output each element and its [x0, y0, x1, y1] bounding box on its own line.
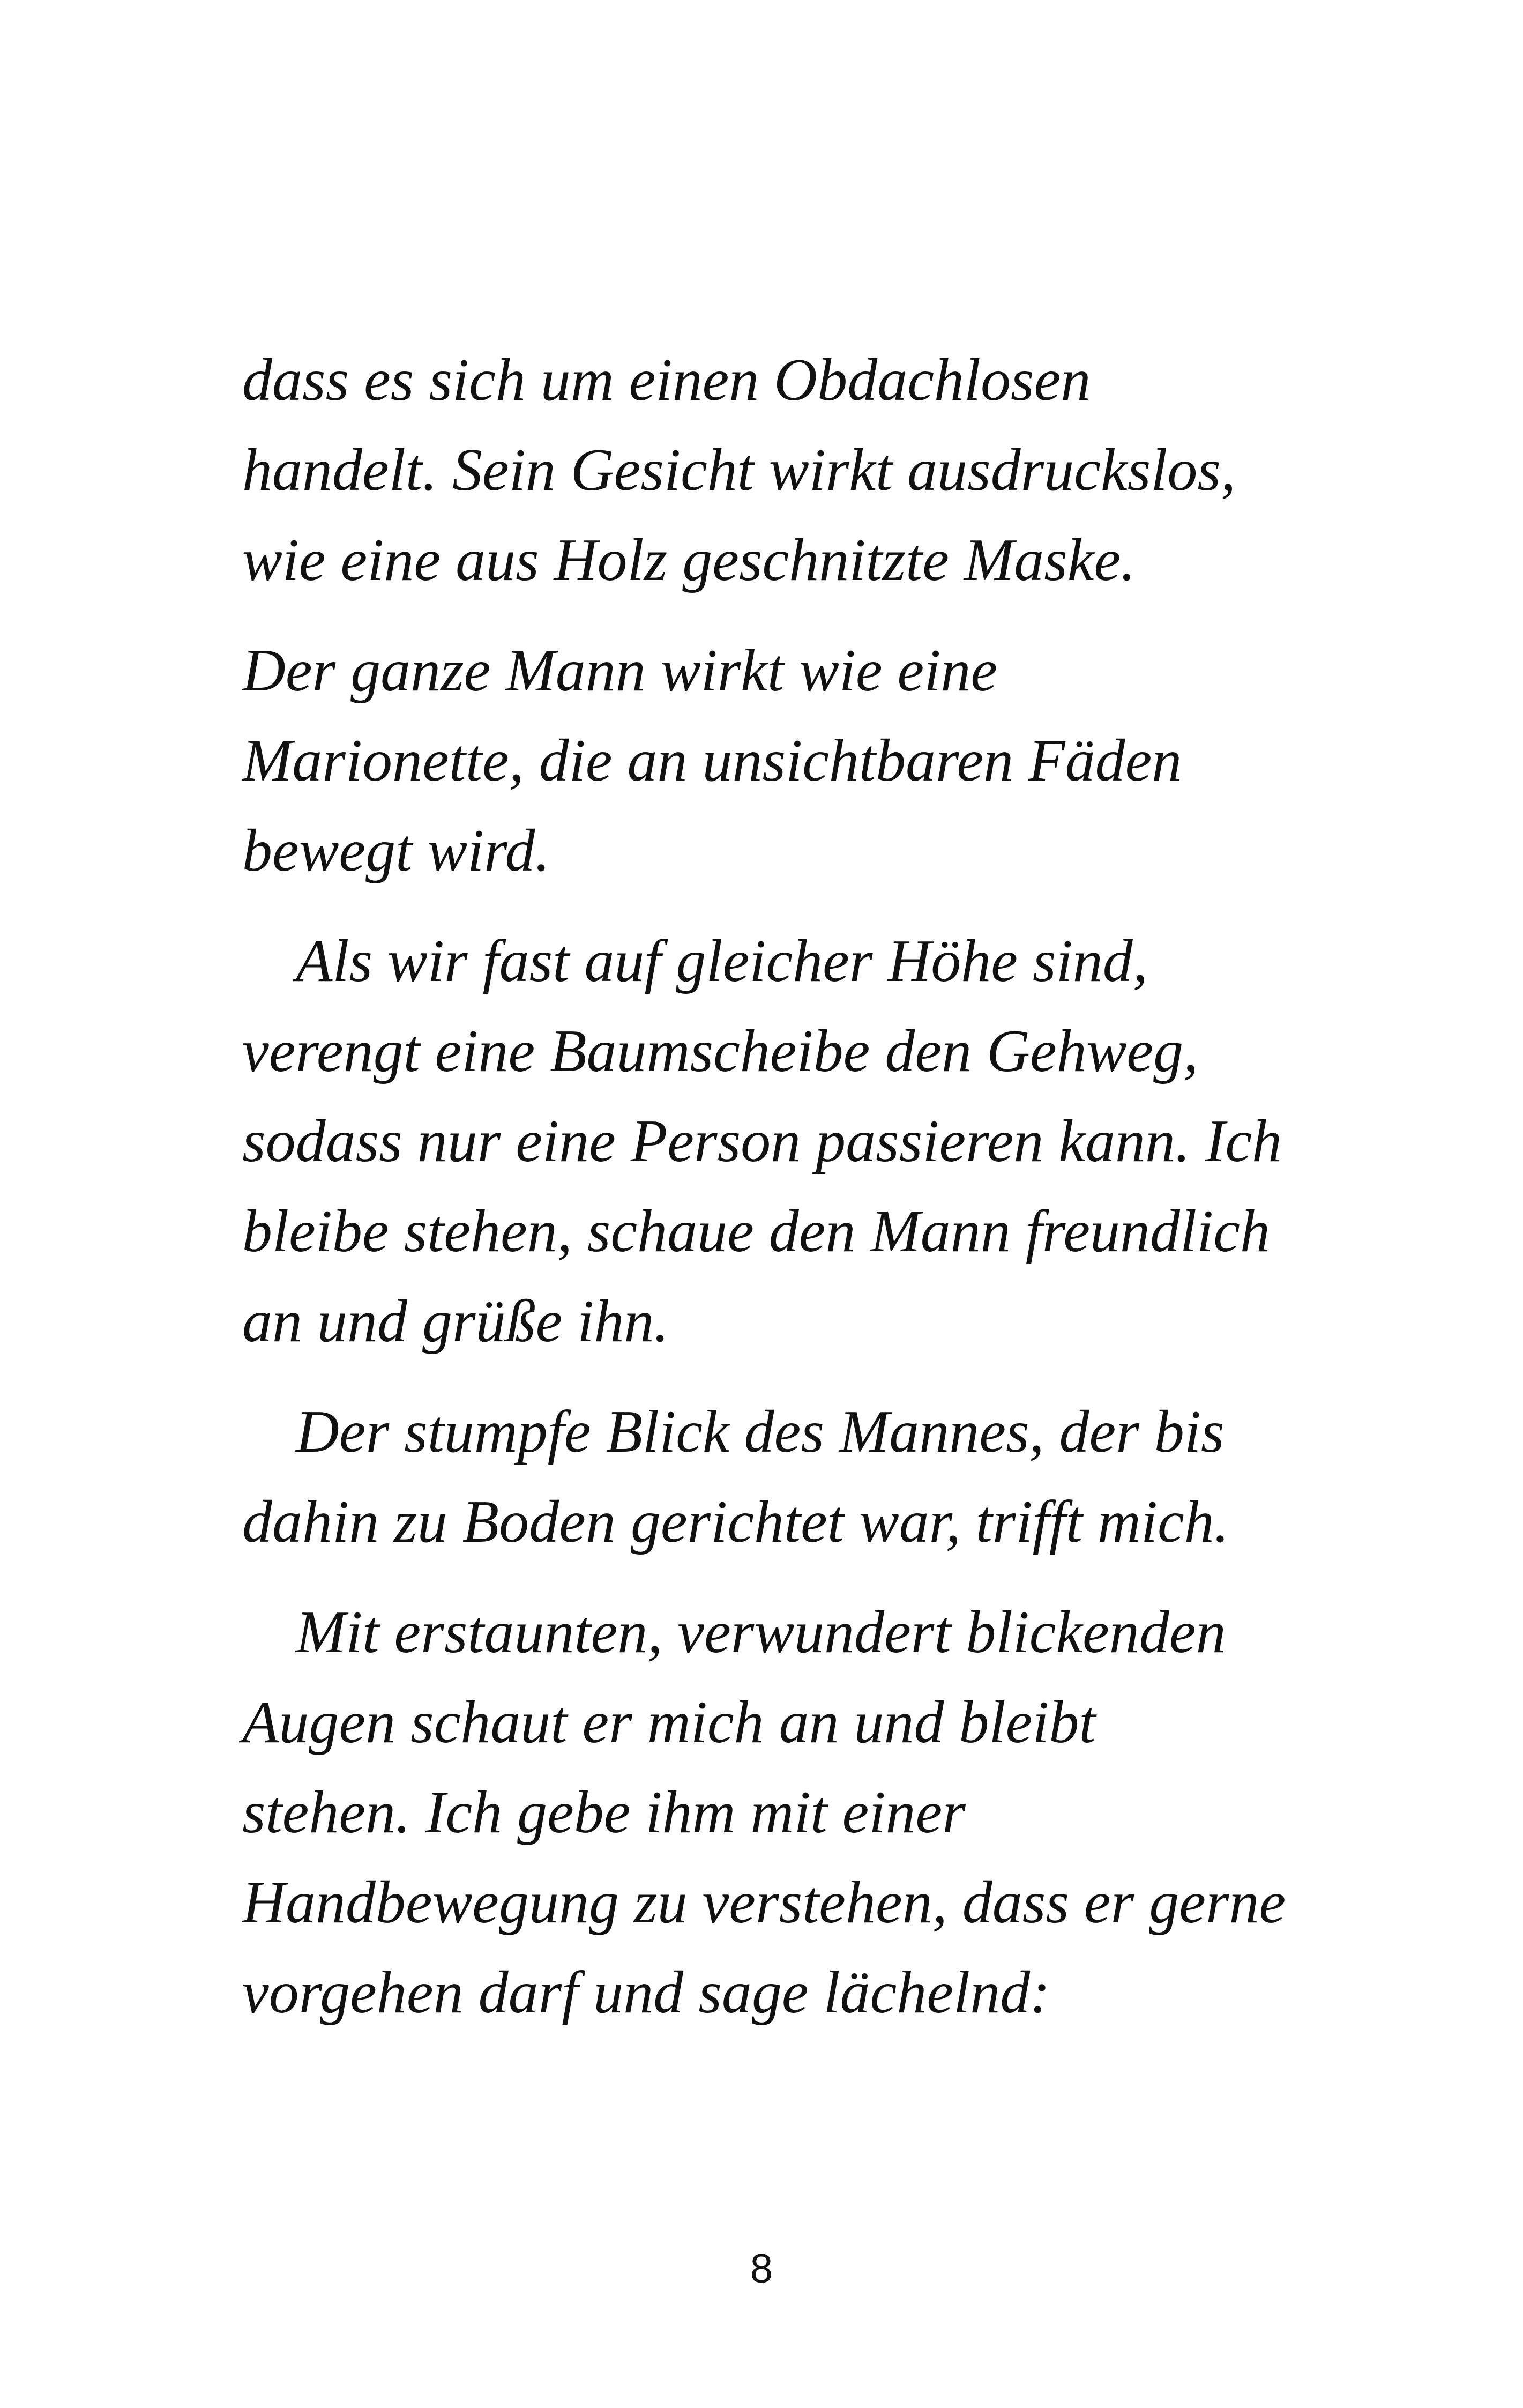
body-text — [242, 335, 1314, 2058]
text-line: handelt. Sein Gesicht wirkt ausdruckslos, — [242, 437, 1236, 503]
text-line: Marionette, die an unsichtbaren Fäden — [242, 727, 1182, 794]
text-line: Der ganze Mann wirkt wie eine — [242, 637, 998, 704]
paragraph — [242, 335, 1314, 605]
text-line: wie eine aus Holz geschnitzte Maske. — [242, 527, 1136, 593]
text-line: dahin zu Boden gerichtet war, trifft mich. — [242, 1489, 1229, 1555]
text-line: vorgehen darf und sage lächelnd: — [242, 1959, 1050, 2026]
paragraph — [242, 1387, 1314, 1567]
text-line: bleibe stehen, schaue den Mann freundlich — [242, 1198, 1270, 1265]
text-line: Der stumpfe Blick des Mannes, der bis — [296, 1399, 1225, 1465]
page-number: 8 — [750, 2246, 773, 2292]
text-line: Als wir fast auf gleicher Höhe sind, — [296, 928, 1148, 994]
text-line: bewegt wird. — [242, 817, 550, 884]
paragraph — [242, 1587, 1314, 2038]
text-line: dass es sich um einen Obdachlosen — [242, 347, 1091, 413]
text-line: Mit erstaunten, verwundert blickenden — [296, 1599, 1226, 1666]
text-line: stehen. Ich gebe ihm mit einer — [242, 1779, 966, 1846]
text-line: an und grüße ihn. — [242, 1288, 669, 1355]
text-line: Augen schaut er mich an und bleibt — [242, 1689, 1096, 1756]
paragraph — [242, 626, 1314, 896]
paragraph — [242, 916, 1314, 1366]
text-line: sodass nur eine Person passieren kann. Ich — [242, 1108, 1282, 1175]
text-line: Handbewegung zu verstehen, dass er gerne — [242, 1869, 1286, 1936]
text-line: verengt eine Baumscheibe den Gehweg, — [242, 1018, 1199, 1084]
